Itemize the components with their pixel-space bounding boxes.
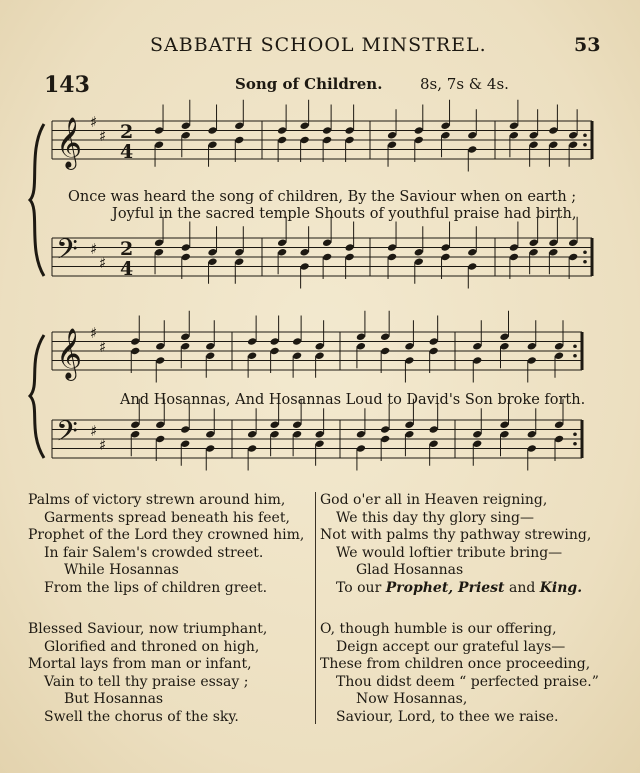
tune-number: 143	[44, 72, 90, 98]
verse-line: But Hosannas	[64, 691, 164, 708]
verse-line: While Hosannas	[64, 562, 179, 579]
sharp-icon: ♯	[90, 324, 98, 342]
verse-line: Thou didst deem “ perfected praise.”	[336, 673, 599, 690]
verse-line: Palms of victory strewn around him,	[28, 492, 286, 508]
verse-4	[320, 621, 599, 727]
repeat-dot	[583, 133, 587, 137]
verse-line: Garments spread beneath his feet,	[44, 509, 290, 526]
repeat-dot	[583, 260, 587, 264]
verse-3	[28, 621, 267, 727]
tune-title: Song of Children.	[235, 75, 383, 93]
repeat-dot	[573, 354, 577, 358]
sharp-icon: ♯	[90, 240, 98, 258]
repeat-dot	[573, 344, 577, 348]
sharp-icon: ♯	[99, 254, 107, 272]
system-brace	[30, 124, 44, 276]
treble-clef: 𝄞	[56, 117, 83, 168]
time-signature-bottom: 4	[120, 258, 134, 280]
verse-line: Mortal lays from man or infant,	[28, 656, 252, 673]
verse-line: Glad Hosannas	[356, 562, 464, 579]
repeat-dot	[573, 442, 577, 446]
lyric-line: Joyful in the sacred temple Shouts of youthful praise had birth,	[112, 206, 577, 222]
sharp-icon: ♯	[99, 338, 107, 356]
verse-line: Glorified and throned on high,	[44, 638, 260, 655]
sharp-icon: ♯	[99, 436, 107, 454]
time-signature-top: 2	[120, 121, 134, 143]
verse-line: We this day thy glory sing—	[336, 509, 534, 526]
lyric-line: And Hosannas, And Hosannas Loud to David's Son broke forth.	[120, 392, 586, 408]
verse-line: God o'er all in Heaven reigning,	[320, 492, 548, 508]
treble-clef: 𝄞	[56, 328, 83, 379]
page-number: 53	[574, 34, 601, 56]
verse-line: Deign accept our grateful lays—	[336, 638, 566, 655]
verse-line: Vain to tell thy praise essay ;	[44, 673, 249, 690]
system-brace	[30, 335, 44, 458]
time-signature-top: 2	[120, 238, 134, 260]
time-signature-bottom: 4	[120, 141, 134, 163]
verse-line: O, though humble is our offering,	[320, 621, 557, 637]
repeat-dot	[583, 143, 587, 147]
verse-line: To our Prophet, Priest and King.	[336, 579, 583, 596]
sharp-icon: ♯	[90, 113, 98, 131]
bass-clef: 𝄢	[56, 415, 78, 455]
verse-line: Not with palms thy pathway strewing,	[320, 527, 592, 544]
tune-meter: 8s, 7s & 4s.	[420, 75, 509, 93]
repeat-dot	[583, 250, 587, 254]
sharp-icon: ♯	[90, 422, 98, 440]
verse-line: From the lips of children greet.	[44, 579, 268, 596]
bass-clef: 𝄢	[56, 233, 78, 273]
verse-line: Prophet of the Lord they crowned him,	[28, 527, 305, 544]
verse-line: Blessed Saviour, now triumphant,	[28, 621, 268, 637]
verse-2	[320, 492, 591, 598]
column-divider	[315, 492, 316, 724]
verse-line: Now Hosannas,	[356, 691, 468, 708]
verse-1	[28, 492, 304, 598]
verse-line: Swell the chorus of the sky.	[44, 708, 239, 725]
running-header: SABBATH SCHOOL MINSTREL.	[150, 34, 487, 56]
verse-line: In fair Salem's crowded street.	[44, 544, 264, 561]
repeat-dot	[573, 432, 577, 436]
verse-line: Saviour, Lord, to thee we raise.	[336, 708, 559, 725]
verse-line: These from children once proceeding,	[320, 656, 591, 673]
verse-line: We would loftier tribute bring—	[336, 544, 563, 561]
lyric-line: Once was heard the song of children, By the Saviour when on earth ;	[68, 189, 577, 205]
sharp-icon: ♯	[99, 127, 107, 145]
